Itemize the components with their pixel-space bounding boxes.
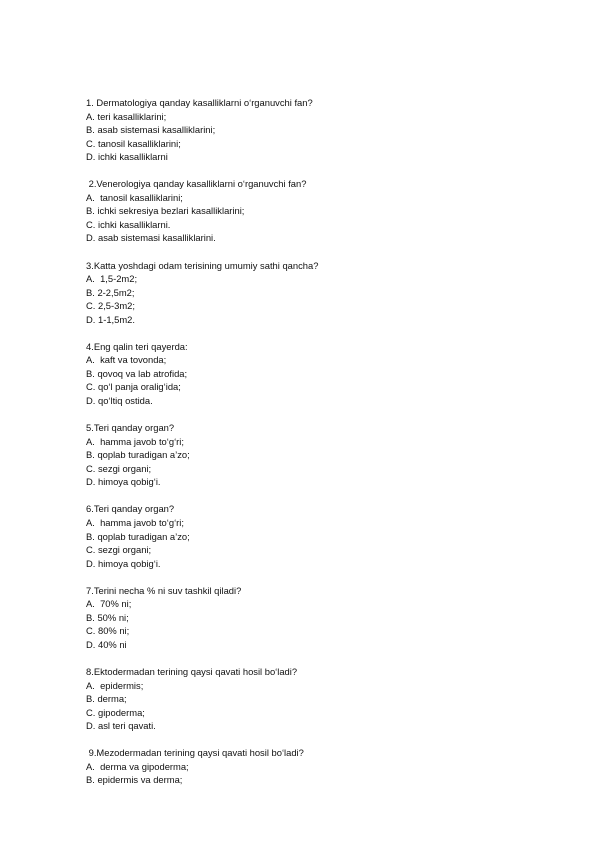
option-a: A. derma va gipoderma; bbox=[86, 760, 189, 772]
question-text: 6.Teri qanday organ? bbox=[86, 503, 175, 515]
option-c: C. gipoderma; bbox=[86, 706, 145, 718]
option-a: A. kaft va tovonda; bbox=[86, 354, 167, 366]
option-d: D. himoya qobig‘i. bbox=[86, 476, 161, 488]
question-text: 7.Terini necha % ni suv tashkil qiladi? bbox=[86, 584, 242, 596]
question-8 bbox=[86, 665, 526, 733]
option-b: B. qoplab turadigan a’zo; bbox=[86, 449, 190, 461]
option-d: D. 1-1,5m2. bbox=[86, 313, 135, 325]
question-6 bbox=[86, 502, 526, 570]
option-c: C. ichki kasalliklarni. bbox=[86, 218, 171, 230]
option-c: C. sezgi organi; bbox=[86, 544, 152, 556]
question-text: 2.Venerologiya qanday kasalliklarni o‘rganuvchi fan? bbox=[86, 178, 307, 190]
option-b: B. ichki sekresiya bezlari kasalliklarini; bbox=[86, 205, 245, 217]
question-4 bbox=[86, 340, 526, 408]
question-text: 3.Katta yoshdagi odam terisining umumiy sathi qancha? bbox=[86, 259, 319, 271]
option-c: C. 80% ni; bbox=[86, 625, 130, 637]
option-a: A. 1,5-2m2; bbox=[86, 273, 138, 285]
option-d: D. ichki kasalliklarni bbox=[86, 151, 168, 163]
option-d: D. asl teri qavati. bbox=[86, 720, 156, 732]
option-c: C. tanosil kasalliklarini; bbox=[86, 137, 181, 149]
question-5 bbox=[86, 421, 526, 489]
option-d: D. 40% ni bbox=[86, 638, 127, 650]
question-text: 1. Dermatologiya qanday kasalliklarni o‘rganuvchi fan? bbox=[86, 97, 313, 108]
question-text: 4.Eng qalin teri qayerda: bbox=[86, 340, 188, 352]
question-2 bbox=[86, 177, 526, 245]
option-a: A. tanosil kasalliklarini; bbox=[86, 191, 183, 203]
option-a: A. hamma javob to‘g‘ri; bbox=[86, 516, 184, 528]
question-3 bbox=[86, 259, 526, 327]
option-c: C. sezgi organi; bbox=[86, 462, 152, 474]
question-text: 5.Teri qanday organ? bbox=[86, 422, 175, 434]
option-b: B. derma; bbox=[86, 693, 127, 705]
question-list bbox=[86, 96, 526, 800]
question-text: 9.Mezodermadan terining qaysi qavati hosil bo‘ladi? bbox=[86, 747, 304, 759]
question-1 bbox=[86, 96, 526, 164]
question-9 bbox=[86, 746, 526, 787]
option-c: C. 2,5-3m2; bbox=[86, 300, 135, 312]
option-c: C. qo‘l panja oralig‘ida; bbox=[86, 381, 181, 393]
option-d: D. qo‘ltiq ostida. bbox=[86, 395, 153, 407]
option-a: A. hamma javob to‘g‘ri; bbox=[86, 435, 184, 447]
option-b: B. asab sistemasi kasalliklarini; bbox=[86, 124, 216, 136]
option-b: B. qovoq va lab atrofida; bbox=[86, 367, 188, 379]
option-d: D. asab sistemasi kasalliklarini. bbox=[86, 232, 216, 244]
option-d: D. himoya qobig‘i. bbox=[86, 557, 161, 569]
option-b: B. 2-2,5m2; bbox=[86, 286, 135, 298]
option-b: B. 50% ni; bbox=[86, 611, 129, 623]
option-a: A. 70% ni; bbox=[86, 598, 132, 610]
option-b: B. qoplab turadigan a’zo; bbox=[86, 530, 190, 542]
question-text: 8.Ektodermadan terining qaysi qavati hosil bo‘ladi? bbox=[86, 665, 298, 677]
option-a: A. teri kasalliklarini; bbox=[86, 110, 167, 122]
option-a: A. epidermis; bbox=[86, 679, 144, 691]
question-7 bbox=[86, 584, 526, 652]
option-b: B. epidermis va derma; bbox=[86, 774, 183, 786]
